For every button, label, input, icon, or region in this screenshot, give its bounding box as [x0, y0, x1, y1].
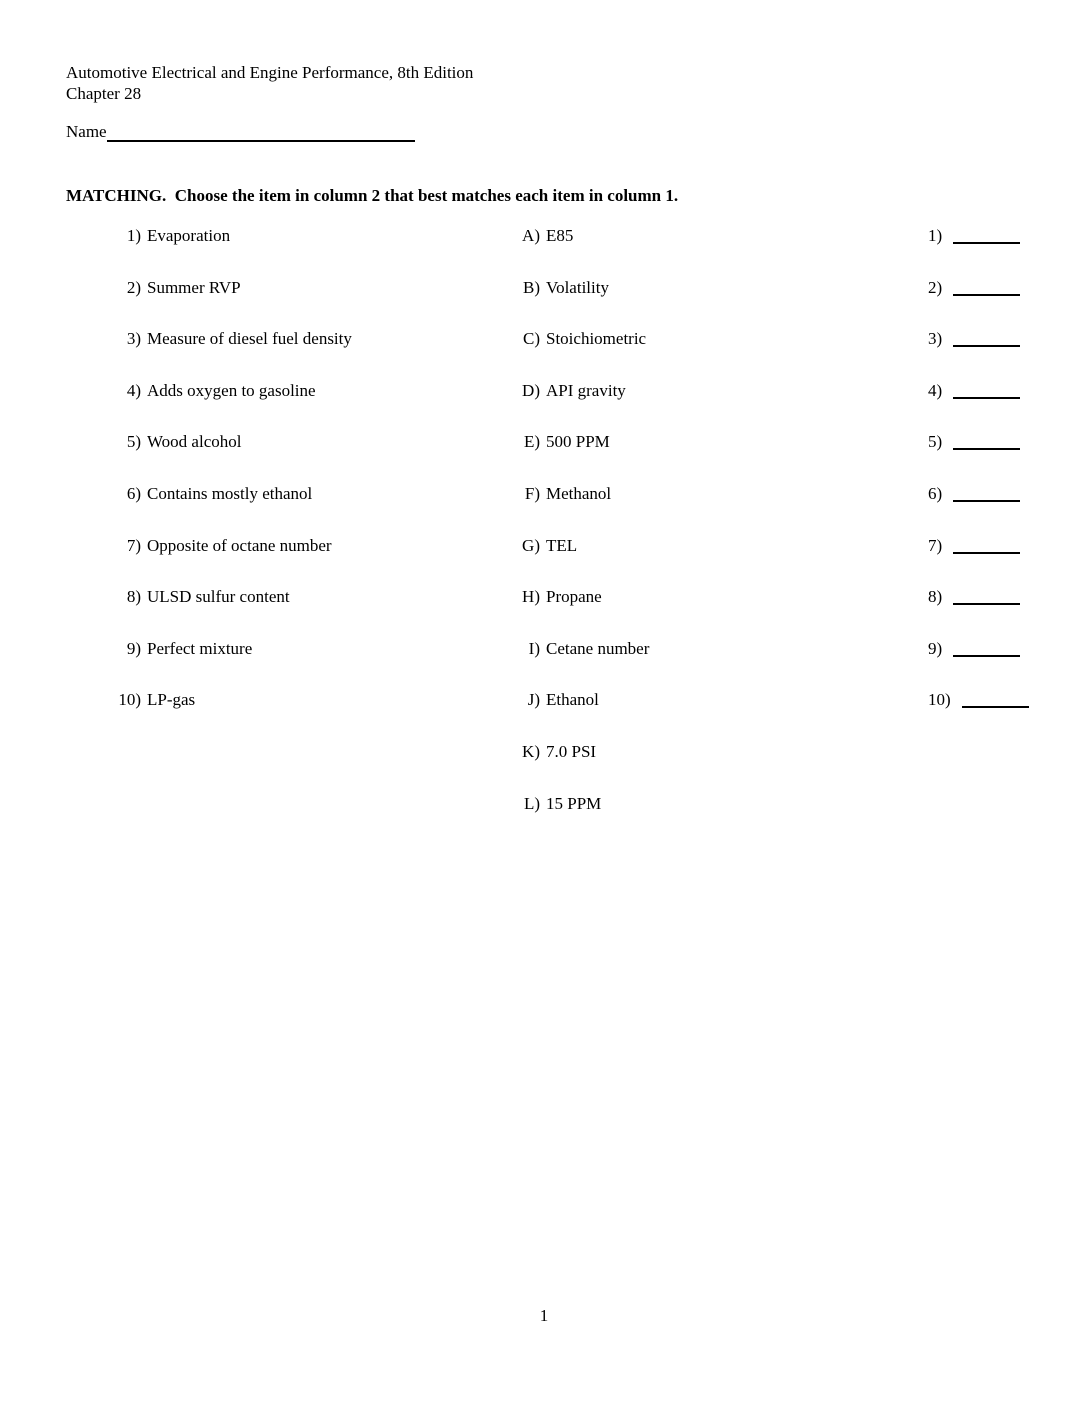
- item-text: Wood alcohol: [147, 432, 242, 452]
- answer-row-10: [928, 690, 1058, 742]
- choice-letter: K): [522, 741, 540, 761]
- choice-letter: I): [528, 638, 540, 658]
- answer-blank-line[interactable]: [953, 540, 1020, 554]
- matching-item-7: [66, 536, 446, 588]
- choice-text: API gravity: [546, 380, 626, 400]
- item-text: Summer RVP: [147, 277, 241, 297]
- matching-instructions: MATCHING. Choose the item in column 2 that best matches each item in column 1.: [66, 186, 679, 205]
- choice-i: [460, 639, 820, 691]
- matching-column-1: [66, 226, 446, 742]
- matching-item-6: [66, 484, 446, 536]
- choice-l: [460, 794, 820, 846]
- item-number: 8): [126, 587, 141, 607]
- choice-text: Propane: [546, 587, 602, 607]
- answer-row-5: [928, 432, 1058, 484]
- matching-item-10: [66, 690, 446, 742]
- answer-number: 2): [928, 277, 943, 297]
- answer-row-9: [928, 639, 1058, 691]
- choice-text: Ethanol: [546, 690, 599, 710]
- answer-number: 9): [928, 638, 943, 658]
- choice-letter: E): [523, 432, 540, 452]
- choice-a: [460, 226, 820, 278]
- matching-item-9: [66, 639, 446, 691]
- item-number: 6): [126, 483, 141, 503]
- choice-c: [460, 329, 820, 381]
- item-number: 1): [126, 226, 141, 245]
- answer-number: 4): [928, 380, 943, 400]
- item-number: 9): [126, 638, 141, 658]
- matching-item-4: [66, 381, 446, 433]
- answer-number: 1): [928, 226, 943, 245]
- answer-number: 8): [928, 587, 943, 607]
- item-text: LP-gas: [147, 690, 196, 710]
- item-number: 5): [126, 432, 141, 452]
- choice-d: [460, 381, 820, 433]
- choice-k: [460, 742, 820, 794]
- answer-number: 7): [928, 535, 943, 555]
- answer-blank-line[interactable]: [953, 230, 1020, 244]
- choice-text: 15 PPM: [546, 793, 602, 813]
- choice-text: Volatility: [546, 277, 609, 297]
- book-title: Automotive Electrical and Engine Performance, 8th Edition: [66, 63, 474, 82]
- answer-row-6: [928, 484, 1058, 536]
- answer-blank-line[interactable]: [953, 591, 1020, 605]
- item-text: Adds oxygen to gasoline: [147, 380, 316, 400]
- answer-row-1: [928, 226, 1058, 278]
- page-number: 1: [539, 1306, 549, 1325]
- choice-letter: G): [522, 535, 540, 555]
- choice-letter: D): [522, 380, 540, 400]
- answer-number: 6): [928, 483, 943, 503]
- answer-blank-line[interactable]: [953, 282, 1020, 296]
- matching-item-1: [66, 226, 446, 278]
- answer-number: 5): [928, 432, 943, 452]
- answer-row-8: [928, 587, 1058, 639]
- choice-text: Stoichiometric: [546, 329, 647, 349]
- item-text: Opposite of octane number: [147, 535, 332, 555]
- choice-letter: L): [523, 793, 540, 813]
- choice-letter: A): [522, 226, 540, 245]
- matching-item-3: [66, 329, 446, 381]
- name-field: [66, 122, 415, 142]
- item-text: Evaporation: [147, 226, 231, 245]
- answer-blank-line[interactable]: [962, 694, 1029, 708]
- item-number: 4): [126, 380, 141, 400]
- choice-text: Methanol: [546, 483, 612, 503]
- choice-letter: J): [527, 690, 540, 710]
- document-header: [66, 62, 473, 104]
- choice-letter: F): [524, 483, 540, 503]
- answer-row-2: [928, 278, 1058, 330]
- chapter-label: Chapter 28: [66, 84, 142, 103]
- name-blank-line[interactable]: [107, 124, 415, 142]
- choice-letter: H): [522, 587, 540, 607]
- answer-number: 3): [928, 329, 943, 349]
- choice-text: TEL: [546, 535, 578, 555]
- item-number: 10): [118, 690, 141, 710]
- answer-number: 10): [928, 690, 951, 710]
- item-text: ULSD sulfur content: [147, 587, 290, 607]
- matching-column-2: [460, 226, 820, 845]
- matching-item-5: [66, 432, 446, 484]
- matching-item-8: [66, 587, 446, 639]
- choice-text: 7.0 PSI: [546, 741, 597, 761]
- answer-column: [928, 226, 1058, 742]
- choice-text: E85: [546, 226, 574, 245]
- answer-blank-line[interactable]: [953, 643, 1020, 657]
- choice-f: [460, 484, 820, 536]
- answer-blank-line[interactable]: [953, 488, 1020, 502]
- item-number: 3): [126, 329, 141, 349]
- choice-text: Cetane number: [546, 638, 650, 658]
- item-number: 7): [126, 535, 141, 555]
- answer-row-3: [928, 329, 1058, 381]
- answer-row-7: [928, 536, 1058, 588]
- answer-blank-line[interactable]: [953, 385, 1020, 399]
- choice-j: [460, 690, 820, 742]
- answer-row-4: [928, 381, 1058, 433]
- choice-letter: C): [523, 329, 540, 349]
- answer-blank-line[interactable]: [953, 436, 1020, 450]
- item-text: Contains mostly ethanol: [147, 483, 313, 503]
- choice-h: [460, 587, 820, 639]
- item-text: Measure of diesel fuel density: [147, 329, 352, 349]
- choice-b: [460, 278, 820, 330]
- choice-text: 500 PPM: [546, 432, 610, 452]
- item-number: 2): [126, 277, 141, 297]
- choice-letter: B): [523, 277, 540, 297]
- name-label: Name: [66, 122, 107, 141]
- choice-g: [460, 536, 820, 588]
- item-text: Perfect mixture: [147, 638, 253, 658]
- choice-e: [460, 432, 820, 484]
- matching-item-2: [66, 278, 446, 330]
- answer-blank-line[interactable]: [953, 333, 1020, 347]
